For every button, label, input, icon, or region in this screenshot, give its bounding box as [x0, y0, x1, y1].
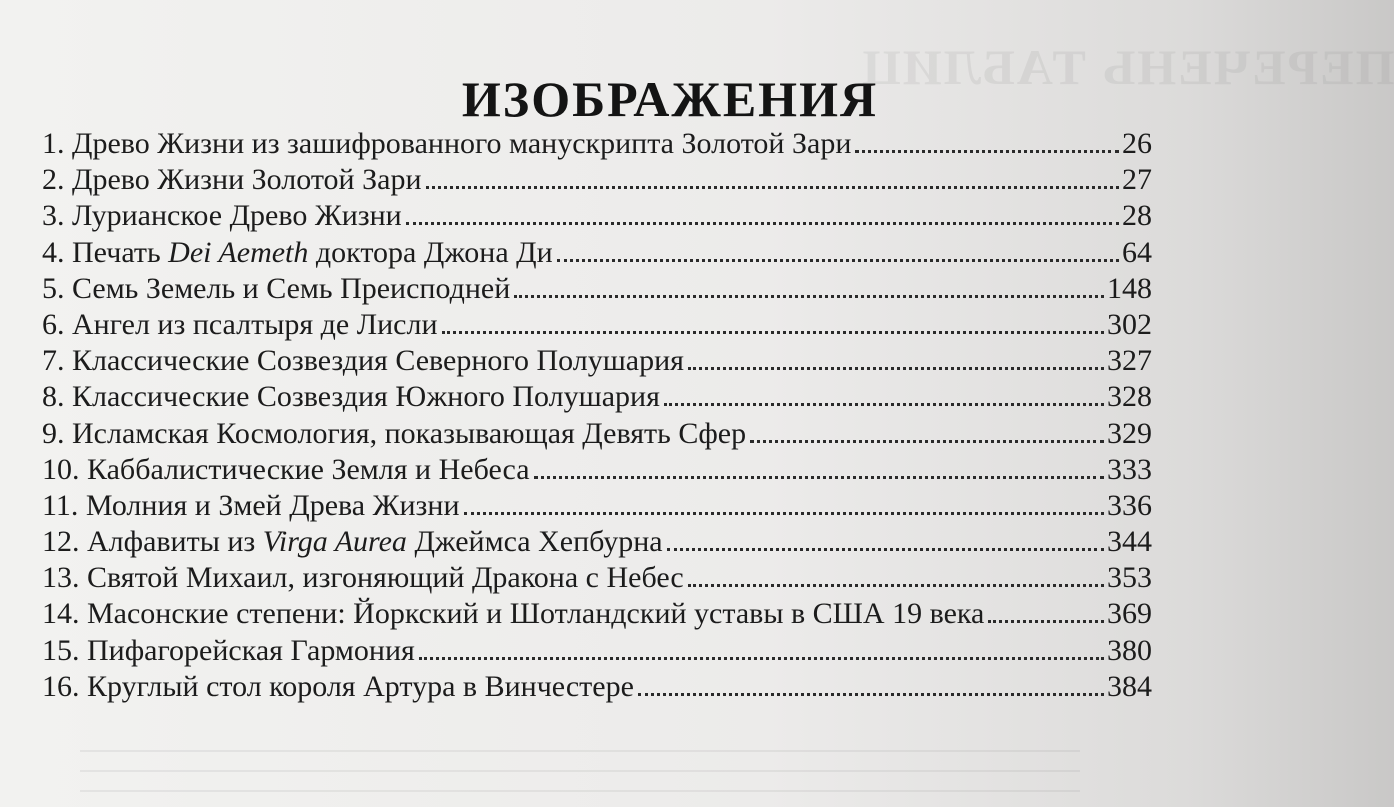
list-item — [42, 343, 1152, 379]
entry-label: 6. Ангел из псалтыря де Лисли — [42, 307, 438, 341]
page-number: 27 — [1122, 163, 1152, 197]
page-number: 353 — [1107, 561, 1152, 595]
list-item — [42, 488, 1152, 524]
page-number: 329 — [1107, 416, 1152, 450]
entry-label: 13. Святой Михаил, изгоняющий Дракона с Небес — [42, 561, 684, 595]
dot-leader — [464, 512, 1105, 515]
page-number: 369 — [1107, 597, 1152, 631]
dot-leader — [750, 440, 1104, 443]
dot-leader — [426, 186, 1119, 189]
dot-leader — [442, 331, 1105, 334]
list-item — [42, 198, 1152, 234]
dot-leader — [406, 222, 1119, 225]
list-item — [42, 633, 1152, 669]
dot-leader — [557, 259, 1119, 262]
list-item — [42, 271, 1152, 307]
entry-label: 9. Исламская Космология, показывающая Девять Сфер — [42, 416, 747, 450]
show-through-lines — [80, 732, 1080, 802]
dot-leader — [688, 584, 1104, 587]
entry-label: 8. Классические Созвездия Южного Полушария — [42, 380, 660, 414]
illustrations-list — [42, 126, 1152, 705]
page-number: 328 — [1107, 380, 1152, 414]
entry-label: 16. Круглый стол короля Артура в Винчестере — [42, 669, 634, 703]
list-item — [42, 162, 1152, 198]
entry-label: 3. Лурианское Древо Жизни — [42, 199, 402, 233]
entry-label: 10. Каббалистические Земля и Небеса — [42, 452, 530, 486]
dot-leader — [688, 367, 1104, 370]
italic-title: Dei Aemeth — [168, 235, 309, 269]
list-item — [42, 669, 1152, 705]
list-item — [42, 379, 1152, 415]
entry-label: 4. Печать Dei Aemeth доктора Джона Ди — [42, 235, 553, 269]
page-number: 64 — [1122, 235, 1152, 269]
list-item — [42, 452, 1152, 488]
entry-label: 11. Молния и Змей Древа Жизни — [42, 488, 460, 522]
page-number: 327 — [1107, 344, 1152, 378]
page-number: 302 — [1107, 307, 1152, 341]
list-item — [42, 307, 1152, 343]
page-number: 380 — [1107, 633, 1152, 667]
entry-label: 1. Древо Жизни из зашифрованного манускрипта Золотой Зари — [42, 127, 852, 160]
entry-label: 7. Классические Созвездия Северного Полушария — [42, 344, 684, 378]
list-item — [42, 235, 1152, 271]
dot-leader — [664, 403, 1104, 406]
list-item — [42, 596, 1152, 632]
show-through-text: ПЕРЕЧЕНЬ ТАБЛИЦ — [860, 39, 1394, 95]
entry-label: 12. Алфавиты из Virga Aurea Джеймса Хепбурна — [42, 525, 663, 559]
page-number: 148 — [1107, 271, 1152, 305]
italic-title: Virga Aurea — [262, 525, 407, 559]
list-item — [42, 416, 1152, 452]
dot-leader — [638, 693, 1104, 696]
dot-leader — [988, 620, 1104, 623]
page-number: 28 — [1122, 199, 1152, 233]
dot-leader — [419, 657, 1104, 660]
page-number: 344 — [1107, 525, 1152, 559]
page-number: 384 — [1107, 669, 1152, 703]
entry-label: 14. Масонские степени: Йоркский и Шотландский уставы в США 19 века — [42, 597, 985, 631]
page-number: 333 — [1107, 452, 1152, 486]
dot-leader — [855, 150, 1119, 153]
dot-leader — [534, 476, 1104, 479]
page-title: ИЗОБРАЖЕНИЯ — [461, 70, 879, 127]
entry-label: 5. Семь Земель и Семь Преисподней — [42, 271, 511, 305]
page-number: 336 — [1107, 488, 1152, 522]
list-item — [42, 524, 1152, 560]
list-item — [42, 126, 1152, 162]
page-number: 26 — [1122, 127, 1152, 160]
entry-label: 2. Древо Жизни Золотой Зари — [42, 163, 422, 197]
list-item — [42, 560, 1152, 596]
entry-label: 15. Пифагорейская Гармония — [42, 633, 415, 667]
dot-leader — [667, 548, 1104, 551]
dot-leader — [514, 295, 1104, 298]
